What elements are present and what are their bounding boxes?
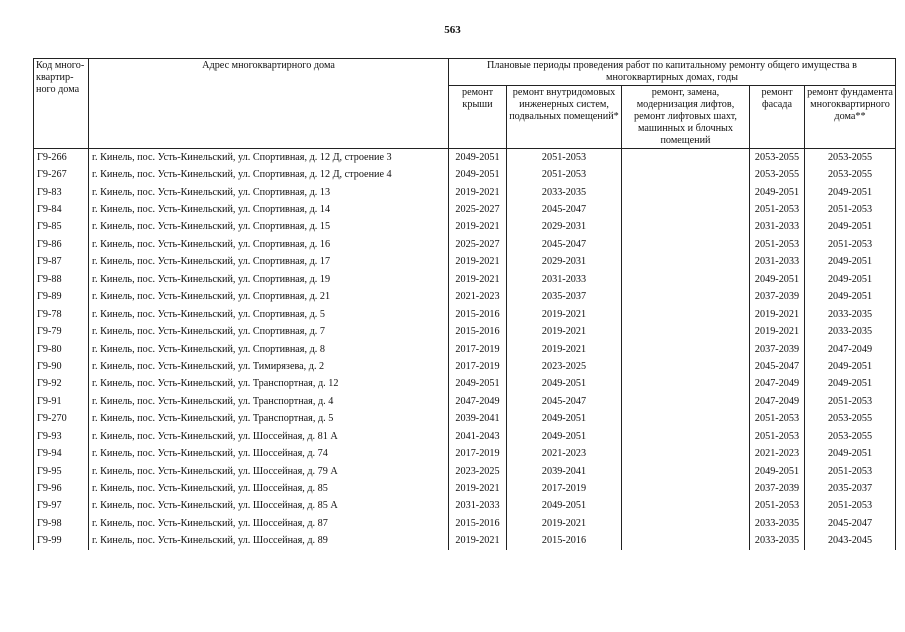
cell-address: г. Кинель, пос. Усть-Кинельский, ул. Спортивная, д. 15 <box>89 219 449 236</box>
cell-address: г. Кинель, пос. Усть-Кинельский, ул. Шоссейная, д. 85 <box>89 480 449 497</box>
cell-engineering: 2015-2016 <box>507 533 622 550</box>
table-header <box>34 59 896 149</box>
cell-roof: 2025-2027 <box>449 201 507 218</box>
cell-code: Г9-95 <box>34 463 89 480</box>
cell-roof: 2019-2021 <box>449 271 507 288</box>
cell-foundation: 2049-2051 <box>805 184 896 201</box>
table-row <box>34 254 896 271</box>
cell-roof: 2049-2051 <box>449 149 507 167</box>
cell-roof: 2025-2027 <box>449 236 507 253</box>
cell-address: г. Кинель, пос. Усть-Кинельский, ул. Тимирязева, д. 2 <box>89 358 449 375</box>
cell-address: г. Кинель, пос. Усть-Кинельский, ул. Спортивная, д. 5 <box>89 306 449 323</box>
cell-address: г. Кинель, пос. Усть-Кинельский, ул. Шоссейная, д. 79 А <box>89 463 449 480</box>
cell-elevators <box>622 184 750 201</box>
table-row <box>34 323 896 340</box>
cell-foundation: 2043-2045 <box>805 533 896 550</box>
cell-roof: 2015-2016 <box>449 306 507 323</box>
cell-foundation: 2051-2053 <box>805 393 896 410</box>
cell-facade: 2021-2023 <box>750 445 805 462</box>
cell-facade: 2049-2051 <box>750 184 805 201</box>
cell-address: г. Кинель, пос. Усть-Кинельский, ул. Спортивная, д. 16 <box>89 236 449 253</box>
table-row <box>34 463 896 480</box>
cell-roof: 2017-2019 <box>449 358 507 375</box>
cell-facade: 2051-2053 <box>750 428 805 445</box>
header-address: Адрес многоквартирного дома <box>89 59 449 149</box>
cell-address: г. Кинель, пос. Усть-Кинельский, ул. Спортивная, д. 12 Д, строение 3 <box>89 149 449 167</box>
cell-foundation: 2033-2035 <box>805 323 896 340</box>
cell-engineering: 2045-2047 <box>507 236 622 253</box>
cell-code: Г9-266 <box>34 149 89 167</box>
cell-roof: 2019-2021 <box>449 219 507 236</box>
cell-engineering: 2049-2051 <box>507 498 622 515</box>
cell-elevators <box>622 306 750 323</box>
cell-address: г. Кинель, пос. Усть-Кинельский, ул. Транспортная, д. 5 <box>89 411 449 428</box>
table-row <box>34 498 896 515</box>
cell-engineering: 2023-2025 <box>507 358 622 375</box>
cell-code: Г9-85 <box>34 219 89 236</box>
cell-foundation: 2049-2051 <box>805 271 896 288</box>
table-row <box>34 515 896 532</box>
table-row <box>34 149 896 167</box>
cell-code: Г9-88 <box>34 271 89 288</box>
cell-elevators <box>622 445 750 462</box>
table-row <box>34 428 896 445</box>
cell-facade: 2037-2039 <box>750 480 805 497</box>
cell-engineering: 2029-2031 <box>507 219 622 236</box>
cell-facade: 2051-2053 <box>750 498 805 515</box>
cell-elevators <box>622 219 750 236</box>
cell-engineering: 2019-2021 <box>507 341 622 358</box>
cell-engineering: 2045-2047 <box>507 393 622 410</box>
cell-facade: 2049-2051 <box>750 271 805 288</box>
table-row <box>34 289 896 306</box>
cell-address: г. Кинель, пос. Усть-Кинельский, ул. Транспортная, д. 4 <box>89 393 449 410</box>
table-row <box>34 184 896 201</box>
cell-engineering: 2017-2019 <box>507 480 622 497</box>
cell-roof: 2031-2033 <box>449 498 507 515</box>
cell-address: г. Кинель, пос. Усть-Кинельский, ул. Спортивная, д. 21 <box>89 289 449 306</box>
cell-facade: 2049-2051 <box>750 463 805 480</box>
cell-address: г. Кинель, пос. Усть-Кинельский, ул. Спортивная, д. 8 <box>89 341 449 358</box>
cell-code: Г9-91 <box>34 393 89 410</box>
table-row <box>34 358 896 375</box>
cell-engineering: 2051-2053 <box>507 166 622 183</box>
cell-foundation: 2049-2051 <box>805 254 896 271</box>
cell-roof: 2021-2023 <box>449 289 507 306</box>
cell-code: Г9-97 <box>34 498 89 515</box>
cell-code: Г9-86 <box>34 236 89 253</box>
cell-elevators <box>622 533 750 550</box>
header-facade: ремонт фасада <box>750 86 805 149</box>
cell-foundation: 2051-2053 <box>805 463 896 480</box>
cell-foundation: 2049-2051 <box>805 445 896 462</box>
header-periods: Плановые периоды проведения работ по капитальному ремонту общего имущества в многоквартирных домах, годы <box>449 59 896 86</box>
table-row <box>34 480 896 497</box>
cell-code: Г9-94 <box>34 445 89 462</box>
cell-elevators <box>622 166 750 183</box>
cell-address: г. Кинель, пос. Усть-Кинельский, ул. Шоссейная, д. 85 А <box>89 498 449 515</box>
table-row <box>34 445 896 462</box>
cell-engineering: 2029-2031 <box>507 254 622 271</box>
cell-engineering: 2049-2051 <box>507 428 622 445</box>
cell-foundation: 2049-2051 <box>805 358 896 375</box>
table-row <box>34 411 896 428</box>
cell-address: г. Кинель, пос. Усть-Кинельский, ул. Шоссейная, д. 74 <box>89 445 449 462</box>
cell-code: Г9-267 <box>34 166 89 183</box>
table-row <box>34 376 896 393</box>
cell-address: г. Кинель, пос. Усть-Кинельский, ул. Шоссейная, д. 81 А <box>89 428 449 445</box>
cell-engineering: 2019-2021 <box>507 306 622 323</box>
cell-code: Г9-89 <box>34 289 89 306</box>
cell-elevators <box>622 236 750 253</box>
cell-roof: 2039-2041 <box>449 411 507 428</box>
table-row <box>34 201 896 218</box>
cell-code: Г9-79 <box>34 323 89 340</box>
cell-foundation: 2051-2053 <box>805 498 896 515</box>
cell-engineering: 2021-2023 <box>507 445 622 462</box>
header-engineering: ремонт внутридомовых инженерных систем, подвальных помещений* <box>507 86 622 149</box>
cell-foundation: 2051-2053 <box>805 236 896 253</box>
cell-roof: 2017-2019 <box>449 341 507 358</box>
cell-facade: 2047-2049 <box>750 376 805 393</box>
cell-code: Г9-98 <box>34 515 89 532</box>
table-row <box>34 166 896 183</box>
cell-foundation: 2049-2051 <box>805 289 896 306</box>
cell-facade: 2053-2055 <box>750 166 805 183</box>
cell-code: Г9-80 <box>34 341 89 358</box>
cell-foundation: 2053-2055 <box>805 149 896 167</box>
header-code: Код много-квартир-ного дома <box>34 59 89 149</box>
cell-roof: 2019-2021 <box>449 184 507 201</box>
cell-facade: 2019-2021 <box>750 306 805 323</box>
table-row <box>34 341 896 358</box>
cell-foundation: 2035-2037 <box>805 480 896 497</box>
cell-roof: 2015-2016 <box>449 323 507 340</box>
cell-code: Г9-92 <box>34 376 89 393</box>
cell-engineering: 2049-2051 <box>507 411 622 428</box>
cell-address: г. Кинель, пос. Усть-Кинельский, ул. Спортивная, д. 12 Д, строение 4 <box>89 166 449 183</box>
cell-foundation: 2053-2055 <box>805 166 896 183</box>
cell-foundation: 2049-2051 <box>805 219 896 236</box>
cell-roof: 2049-2051 <box>449 376 507 393</box>
repair-schedule-table <box>33 58 896 550</box>
cell-address: г. Кинель, пос. Усть-Кинельский, ул. Спортивная, д. 14 <box>89 201 449 218</box>
cell-foundation: 2053-2055 <box>805 411 896 428</box>
cell-facade: 2037-2039 <box>750 341 805 358</box>
cell-address: г. Кинель, пос. Усть-Кинельский, ул. Транспортная, д. 12 <box>89 376 449 393</box>
cell-elevators <box>622 358 750 375</box>
cell-code: Г9-78 <box>34 306 89 323</box>
cell-code: Г9-90 <box>34 358 89 375</box>
cell-elevators <box>622 254 750 271</box>
cell-code: Г9-96 <box>34 480 89 497</box>
cell-elevators <box>622 428 750 445</box>
cell-engineering: 2019-2021 <box>507 515 622 532</box>
cell-roof: 2047-2049 <box>449 393 507 410</box>
cell-foundation: 2047-2049 <box>805 341 896 358</box>
cell-code: Г9-84 <box>34 201 89 218</box>
page-number: 563 <box>444 24 461 36</box>
cell-elevators <box>622 201 750 218</box>
cell-elevators <box>622 271 750 288</box>
header-elevators: ремонт, замена, модернизация лифтов, ремонт лифтовых шахт, машинных и блочных помещений <box>622 86 750 149</box>
cell-facade: 2051-2053 <box>750 411 805 428</box>
cell-address: г. Кинель, пос. Усть-Кинельский, ул. Спортивная, д. 13 <box>89 184 449 201</box>
cell-facade: 2031-2033 <box>750 254 805 271</box>
cell-facade: 2033-2035 <box>750 533 805 550</box>
cell-elevators <box>622 393 750 410</box>
cell-code: Г9-270 <box>34 411 89 428</box>
cell-elevators <box>622 480 750 497</box>
table-row <box>34 219 896 236</box>
table-row <box>34 306 896 323</box>
cell-code: Г9-87 <box>34 254 89 271</box>
cell-foundation: 2045-2047 <box>805 515 896 532</box>
cell-elevators <box>622 411 750 428</box>
table-row <box>34 533 896 550</box>
table-body <box>34 149 896 551</box>
cell-roof: 2019-2021 <box>449 254 507 271</box>
cell-roof: 2015-2016 <box>449 515 507 532</box>
header-roof: ремонт крыши <box>449 86 507 149</box>
table-row <box>34 236 896 253</box>
table-row <box>34 393 896 410</box>
cell-address: г. Кинель, пос. Усть-Кинельский, ул. Спортивная, д. 19 <box>89 271 449 288</box>
cell-code: Г9-93 <box>34 428 89 445</box>
cell-foundation: 2033-2035 <box>805 306 896 323</box>
cell-engineering: 2039-2041 <box>507 463 622 480</box>
cell-engineering: 2033-2035 <box>507 184 622 201</box>
cell-engineering: 2035-2037 <box>507 289 622 306</box>
cell-elevators <box>622 289 750 306</box>
cell-foundation: 2053-2055 <box>805 428 896 445</box>
cell-roof: 2041-2043 <box>449 428 507 445</box>
cell-foundation: 2051-2053 <box>805 201 896 218</box>
cell-elevators <box>622 376 750 393</box>
cell-elevators <box>622 149 750 167</box>
cell-facade: 2033-2035 <box>750 515 805 532</box>
header-foundation: ремонт фундамента многоквартирного дома** <box>805 86 896 149</box>
cell-elevators <box>622 463 750 480</box>
cell-elevators <box>622 323 750 340</box>
cell-address: г. Кинель, пос. Усть-Кинельский, ул. Шоссейная, д. 89 <box>89 533 449 550</box>
cell-engineering: 2051-2053 <box>507 149 622 167</box>
cell-roof: 2049-2051 <box>449 166 507 183</box>
cell-engineering: 2049-2051 <box>507 376 622 393</box>
cell-roof: 2019-2021 <box>449 533 507 550</box>
cell-facade: 2053-2055 <box>750 149 805 167</box>
cell-engineering: 2019-2021 <box>507 323 622 340</box>
cell-engineering: 2045-2047 <box>507 201 622 218</box>
cell-address: г. Кинель, пос. Усть-Кинельский, ул. Шоссейная, д. 87 <box>89 515 449 532</box>
cell-engineering: 2031-2033 <box>507 271 622 288</box>
cell-roof: 2023-2025 <box>449 463 507 480</box>
cell-code: Г9-83 <box>34 184 89 201</box>
cell-elevators <box>622 498 750 515</box>
cell-elevators <box>622 515 750 532</box>
cell-facade: 2051-2053 <box>750 236 805 253</box>
cell-facade: 2037-2039 <box>750 289 805 306</box>
cell-facade: 2047-2049 <box>750 393 805 410</box>
cell-facade: 2051-2053 <box>750 201 805 218</box>
cell-address: г. Кинель, пос. Усть-Кинельский, ул. Спортивная, д. 17 <box>89 254 449 271</box>
cell-facade: 2045-2047 <box>750 358 805 375</box>
cell-elevators <box>622 341 750 358</box>
cell-roof: 2017-2019 <box>449 445 507 462</box>
cell-code: Г9-99 <box>34 533 89 550</box>
table-row <box>34 271 896 288</box>
cell-roof: 2019-2021 <box>449 480 507 497</box>
cell-facade: 2031-2033 <box>750 219 805 236</box>
cell-facade: 2019-2021 <box>750 323 805 340</box>
cell-address: г. Кинель, пос. Усть-Кинельский, ул. Спортивная, д. 7 <box>89 323 449 340</box>
cell-foundation: 2049-2051 <box>805 376 896 393</box>
